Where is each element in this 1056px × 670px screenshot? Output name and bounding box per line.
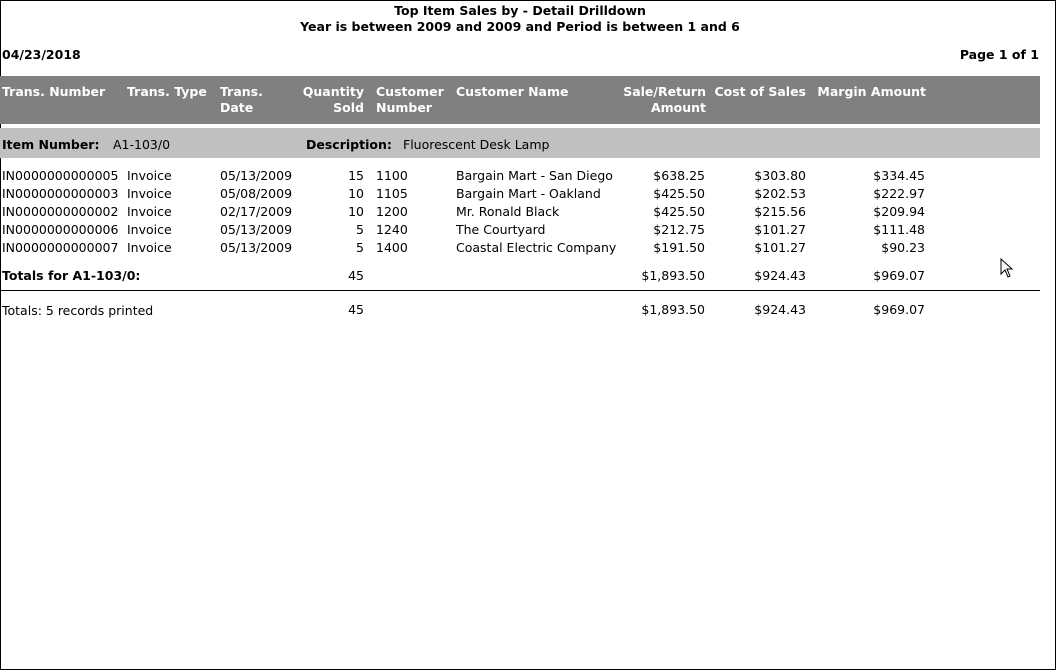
row-cell-margin: $111.48	[873, 222, 925, 237]
item-totals-margin: $969.07	[873, 268, 925, 283]
row-cell-date: 05/08/2009	[220, 186, 293, 201]
row-cell-num: IN0000000000003	[2, 186, 119, 201]
row-cell-qty: 5	[356, 240, 364, 255]
row-cell-date: 02/17/2009	[220, 204, 293, 219]
row-cell-sale: $638.25	[653, 168, 705, 183]
grand-totals-qty: 45	[348, 302, 364, 317]
row-cell-cust: 1105	[376, 186, 408, 201]
row-cell-type: Invoice	[127, 222, 172, 237]
row-cell-type: Invoice	[127, 168, 172, 183]
row-cell-cost: $101.27	[754, 222, 806, 237]
col-quantity-sold	[290, 84, 364, 116]
col-customer-name: Customer Name	[456, 84, 569, 99]
row-cell-margin: $334.45	[873, 168, 925, 183]
totals-divider	[0, 290, 1040, 291]
item-totals-qty: 45	[348, 268, 364, 283]
grand-totals-margin: $969.07	[873, 302, 925, 317]
row-cell-type: Invoice	[127, 240, 172, 255]
col-quantity-line2: Sold	[333, 100, 364, 115]
item-number-label: Item Number:	[2, 137, 100, 152]
item-description-label: Description:	[306, 137, 392, 152]
col-cost-of-sales: Cost of Sales	[714, 84, 806, 99]
col-customer-number-line1: Customer	[376, 84, 444, 99]
item-totals-cost: $924.43	[754, 268, 806, 283]
row-cell-num: IN0000000000002	[2, 204, 119, 219]
row-cell-name: Mr. Ronald Black	[456, 204, 560, 219]
row-cell-margin: $209.94	[873, 204, 925, 219]
row-cell-qty: 10	[348, 204, 364, 219]
col-trans-date-line1: Trans.	[220, 84, 263, 99]
row-cell-cust: 1200	[376, 204, 408, 219]
col-margin-amount: Margin Amount	[817, 84, 926, 99]
row-cell-name: Bargain Mart - San Diego	[456, 168, 613, 183]
item-totals-label: Totals for A1-103/0:	[2, 268, 141, 283]
row-cell-margin: $222.97	[873, 186, 925, 201]
page-indicator: Page 1 of 1	[959, 47, 1039, 62]
row-cell-cost: $303.80	[754, 168, 806, 183]
col-sale-return-amount	[600, 84, 706, 116]
col-trans-date	[220, 84, 263, 116]
row-cell-date: 05/13/2009	[220, 222, 293, 237]
report-subtitle: Year is between 2009 and 2009 and Period is between 1 and 6	[300, 19, 740, 34]
col-quantity-line1: Quantity	[302, 84, 364, 99]
row-cell-num: IN0000000000005	[2, 168, 119, 183]
col-sale-line2: Amount	[650, 100, 706, 115]
grand-totals-label: Totals: 5 records printed	[2, 303, 154, 318]
row-cell-qty: 15	[348, 168, 364, 183]
item-number-value: A1-103/0	[113, 137, 171, 152]
row-cell-name: Coastal Electric Company	[456, 240, 617, 255]
row-cell-sale: $425.50	[653, 186, 705, 201]
col-sale-line1: Sale/Return	[623, 84, 706, 99]
item-description-value: Fluorescent Desk Lamp	[403, 137, 550, 152]
col-trans-date-line2: Date	[220, 100, 254, 115]
row-cell-sale: $425.50	[653, 204, 705, 219]
row-cell-name: The Courtyard	[456, 222, 546, 237]
row-cell-cost: $202.53	[754, 186, 806, 201]
row-cell-cust: 1400	[376, 240, 408, 255]
row-cell-type: Invoice	[127, 186, 172, 201]
row-cell-num: IN0000000000007	[2, 240, 119, 255]
mouse-pointer-icon	[1000, 258, 1014, 278]
row-cell-qty: 10	[348, 186, 364, 201]
row-cell-date: 05/13/2009	[220, 240, 293, 255]
col-customer-number-line2: Number	[376, 100, 432, 115]
row-cell-sale: $212.75	[653, 222, 705, 237]
item-totals-sale: $1,893.50	[641, 268, 705, 283]
grand-totals-sale: $1,893.50	[641, 302, 705, 317]
report-title: Top Item Sales by - Detail Drilldown	[394, 3, 646, 18]
col-trans-type: Trans. Type	[127, 84, 207, 99]
grand-totals-cost: $924.43	[754, 302, 806, 317]
row-cell-cust: 1100	[376, 168, 408, 183]
row-cell-name: Bargain Mart - Oakland	[456, 186, 601, 201]
col-trans-number: Trans. Number	[2, 84, 106, 99]
row-cell-date: 05/13/2009	[220, 168, 293, 183]
row-cell-num: IN0000000000006	[2, 222, 119, 237]
row-cell-cost: $215.56	[754, 204, 806, 219]
row-cell-sale: $191.50	[653, 240, 705, 255]
row-cell-qty: 5	[356, 222, 364, 237]
row-cell-cust: 1240	[376, 222, 408, 237]
row-cell-cost: $101.27	[754, 240, 806, 255]
row-cell-margin: $90.23	[881, 240, 925, 255]
col-customer-number	[376, 84, 444, 116]
report-date: 04/23/2018	[2, 47, 81, 62]
row-cell-type: Invoice	[127, 204, 172, 219]
